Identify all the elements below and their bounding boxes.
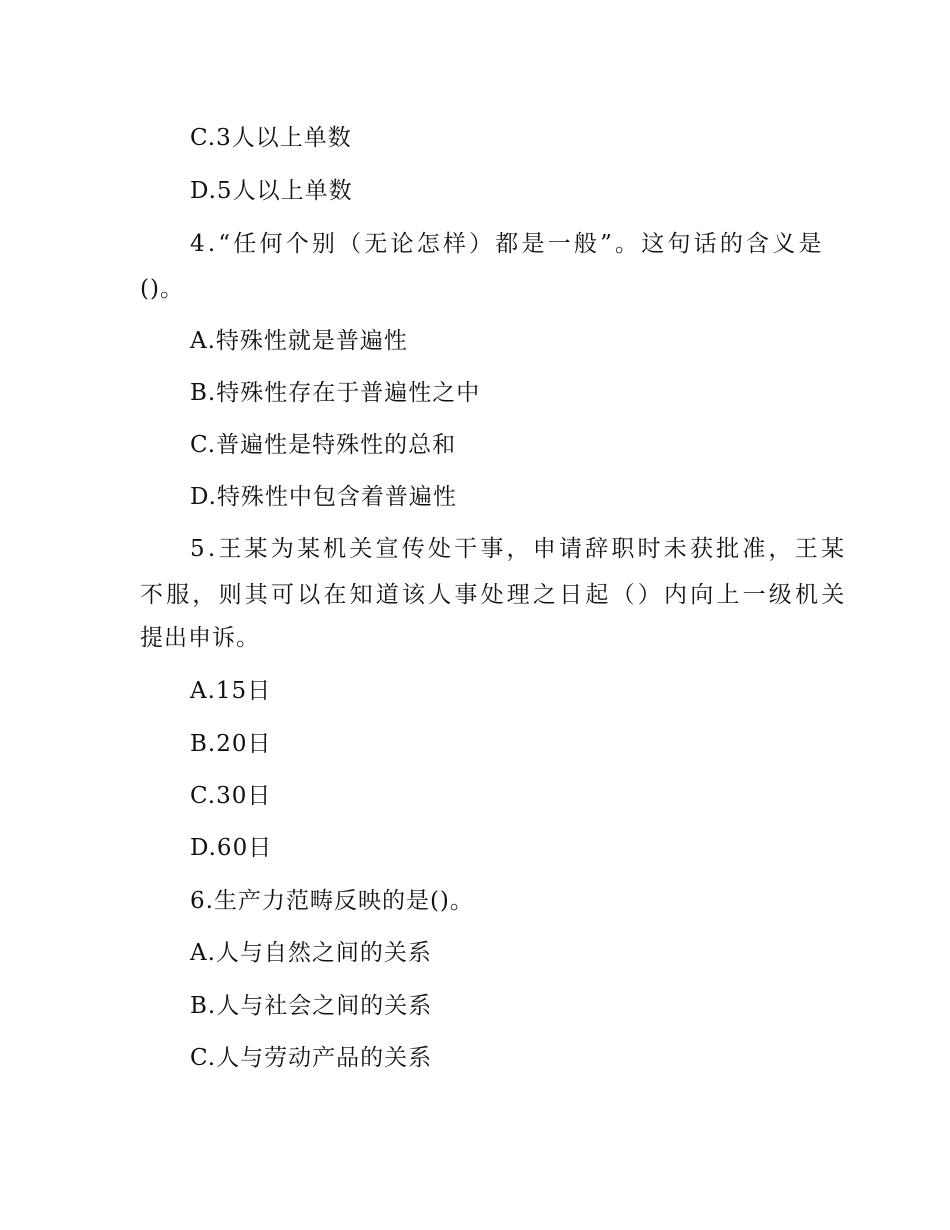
q5-stem-line3: 提出申诉。: [140, 625, 260, 651]
q5-option-c: C.30日: [190, 783, 272, 809]
q5-option-d: D.60日: [190, 835, 273, 861]
q5-option-a: A.15日: [190, 678, 272, 704]
q6-option-c: C.人与劳动产品的关系: [190, 1045, 433, 1071]
q6-option-b: B.人与社会之间的关系: [190, 993, 433, 1019]
q3-option-d: D.5人以上单数: [190, 178, 353, 204]
q6-option-a: A.人与自然之间的关系: [190, 940, 432, 966]
q4-option-b: B.特殊性存在于普遍性之中: [190, 380, 481, 406]
q4-stem-line2: ()。: [140, 276, 184, 302]
q6-stem: 6.生产力范畴反映的是()。: [190, 888, 474, 914]
q5-stem-line1: 5.王某为某机关宣传处干事，申请辞职时未获批准，王某: [190, 536, 848, 562]
q4-stem-line1: 4.“任何个别（无论怎样）都是一般”。这句话的含义是: [190, 231, 825, 257]
q5-stem-line2: 不服，则其可以在知道该人事处理之日起（）内向上一级机关: [140, 582, 848, 608]
q4-option-a: A.特殊性就是普遍性: [190, 328, 408, 354]
q5-option-b: B.20日: [190, 731, 272, 757]
q4-option-d: D.特殊性中包含着普遍性: [190, 484, 457, 510]
q4-option-c: C.普遍性是特殊性的总和: [190, 432, 457, 458]
q3-option-c: C.3人以上单数: [190, 125, 352, 151]
